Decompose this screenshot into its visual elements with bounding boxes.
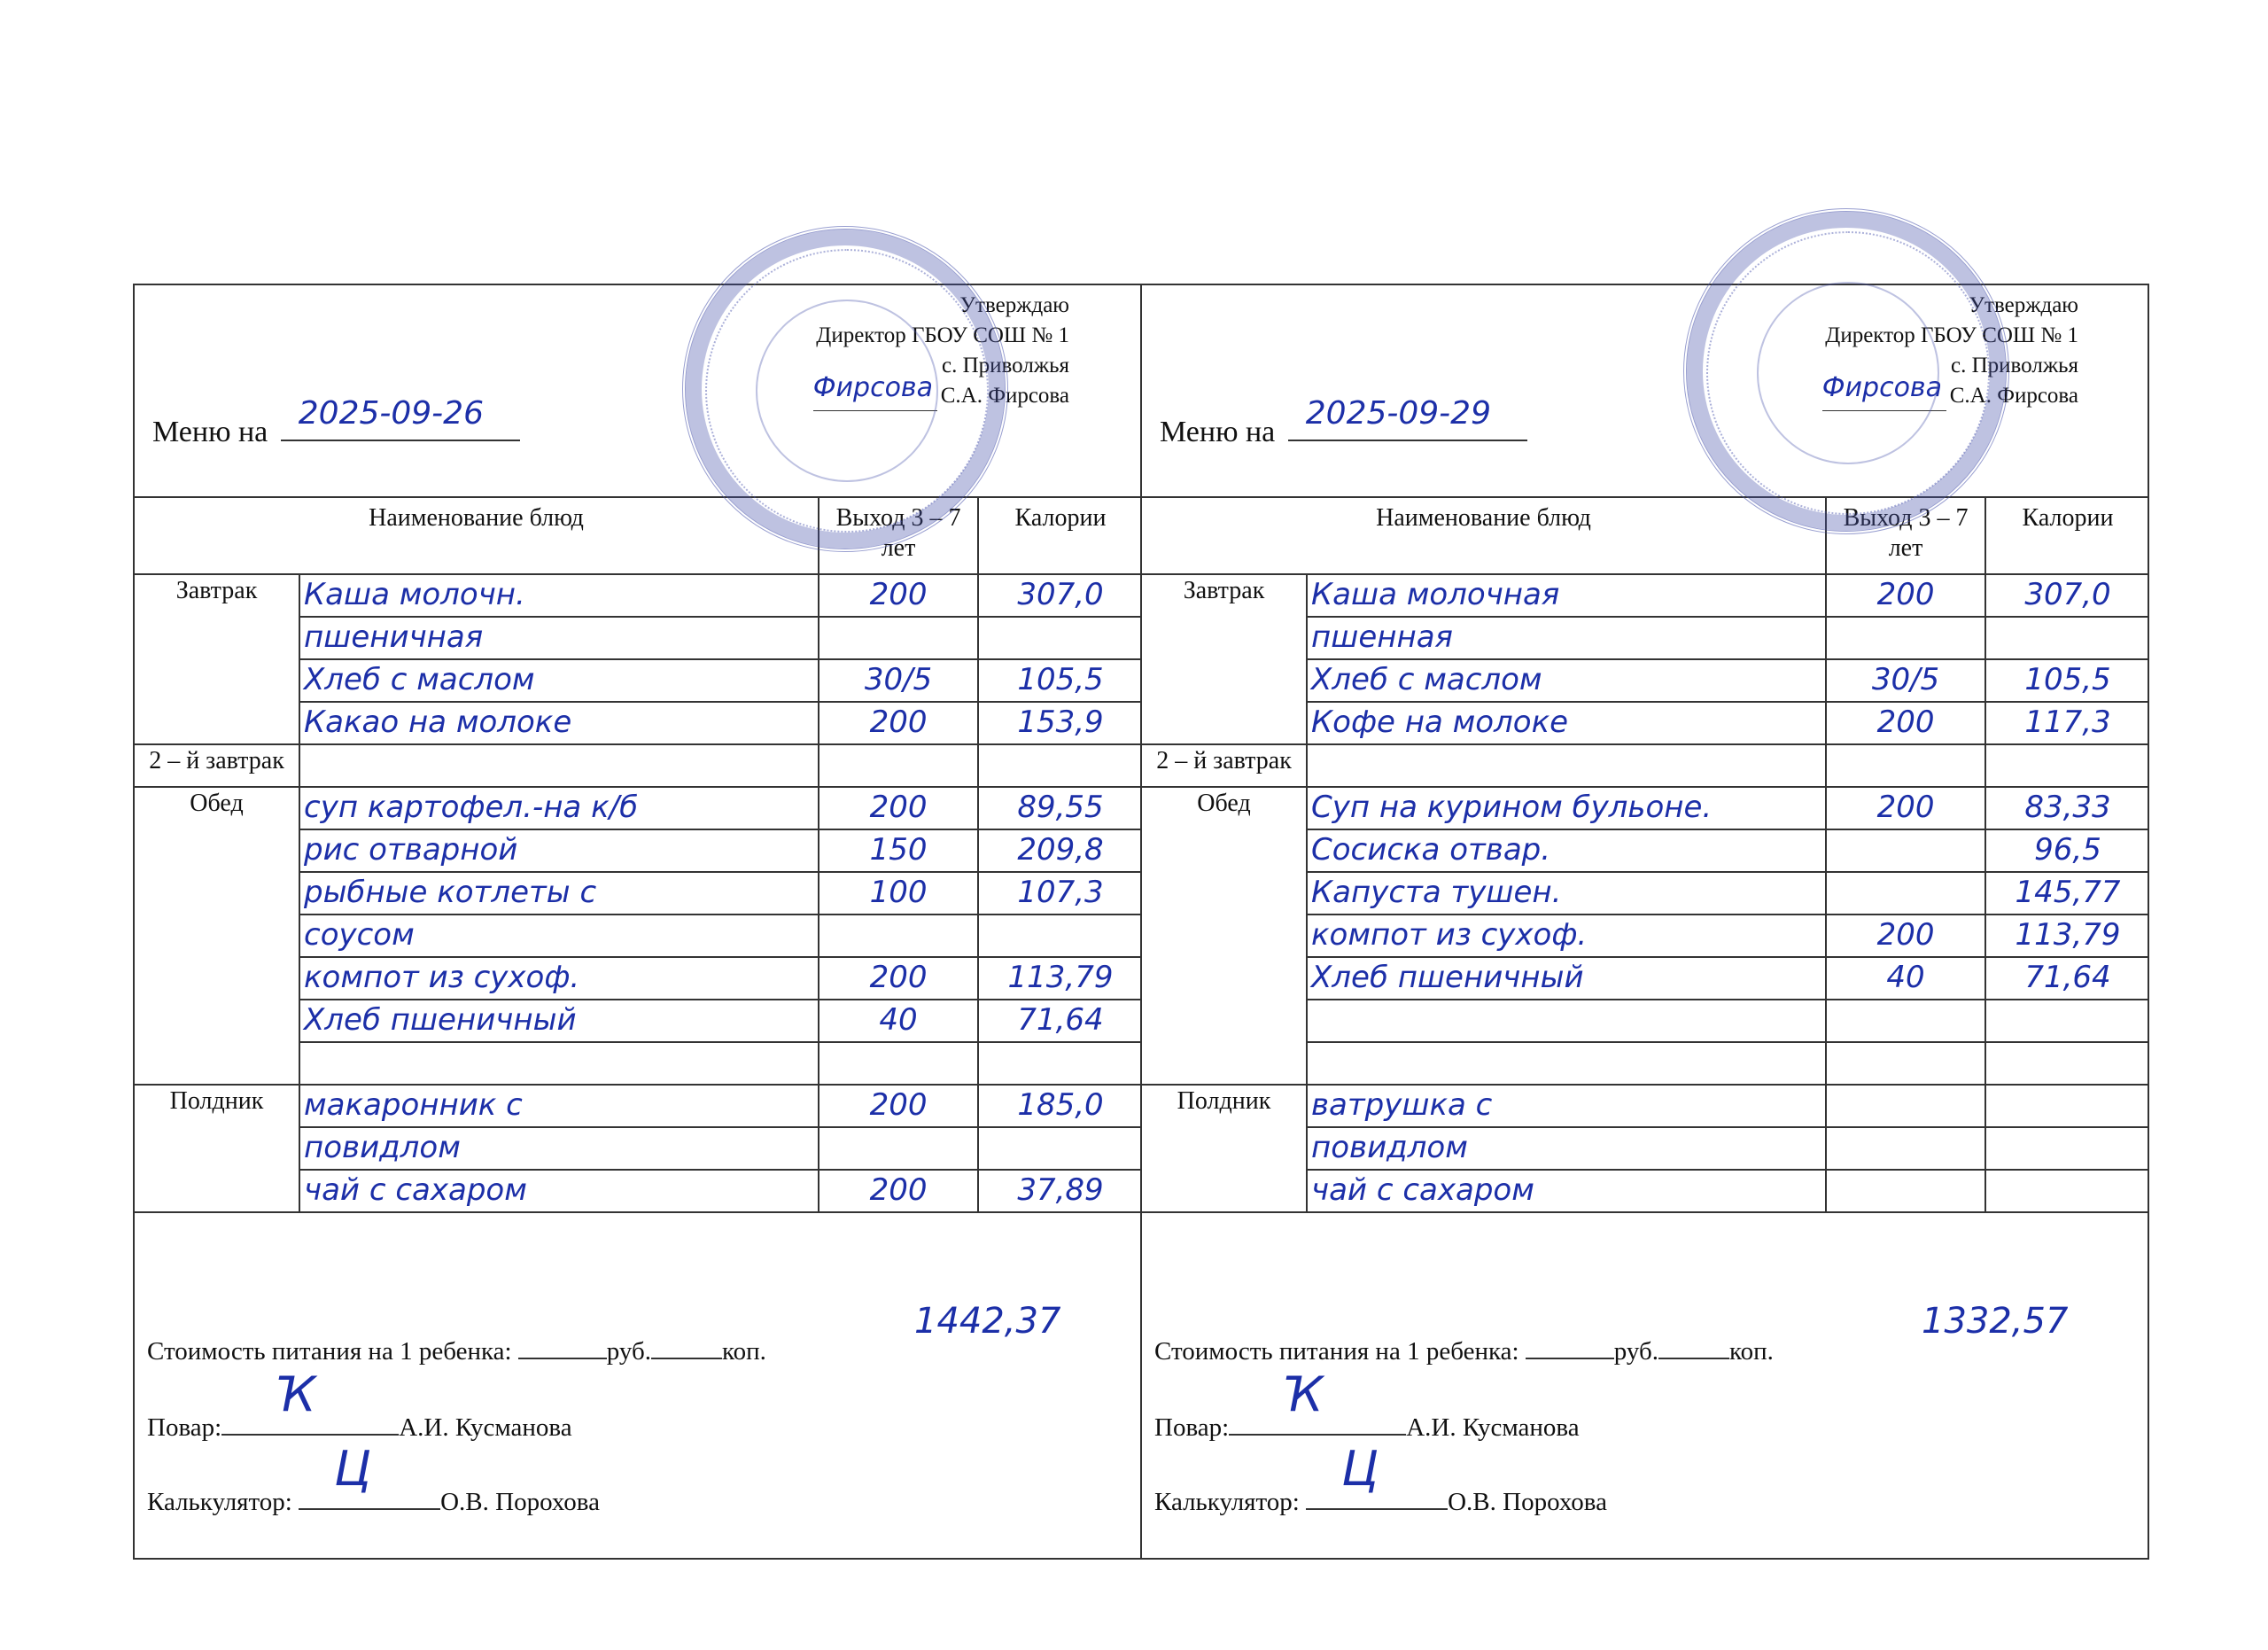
dish-calories: 107,3 (1017, 875, 1104, 910)
dish-yield-cell (1826, 659, 1985, 702)
menu-label: Меню на (1160, 416, 1276, 448)
menu-footer (1142, 1288, 2149, 1558)
dish-calories-cell (1985, 829, 2149, 872)
dish-yield: 200 (869, 960, 928, 995)
dish-name-cell (299, 1127, 819, 1170)
table-row (1142, 787, 2149, 829)
table-row (135, 787, 1142, 829)
dish-name-cell (1307, 659, 1826, 702)
dish-calories-cell (1985, 787, 2149, 829)
dish-name: пшеничная (304, 619, 484, 655)
calc-name: О.В. Порохова (1448, 1488, 1607, 1516)
dish-yield: 200 (869, 1172, 928, 1208)
meal-label: Полдник (1142, 1085, 1307, 1212)
menu-header (135, 285, 1140, 498)
cook-label: Повар: (1154, 1413, 1230, 1442)
dish-yield: 30/5 (1871, 662, 1940, 697)
dish-yield-cell (819, 957, 978, 1000)
menu-left (135, 285, 1142, 1558)
dish-yield-cell (819, 1000, 978, 1042)
meal-label: Полдник (135, 1085, 299, 1212)
cost-total: 1442,37 (914, 1301, 1061, 1342)
dish-yield-cell (819, 617, 978, 659)
dish-name-cell (299, 1170, 819, 1212)
header-calories: Калории (1985, 498, 2149, 574)
dish-calories-cell (1985, 915, 2149, 957)
dish-name-cell (299, 659, 819, 702)
calc-row (1154, 1441, 1607, 1517)
menu-rows (1142, 574, 2149, 1212)
dish-name: рис отварной (304, 832, 518, 868)
dish-calories-cell (978, 617, 1142, 659)
dish-yield: 200 (1876, 704, 1935, 740)
table-row (1142, 1085, 2149, 1127)
dish-calories: 113,79 (2015, 917, 2121, 953)
dish-calories-cell (978, 574, 1142, 617)
dish-calories-cell (978, 915, 1142, 957)
dish-name: Кофе на молоке (1311, 704, 1569, 740)
dish-calories: 113,79 (1007, 960, 1114, 995)
kop-label: коп. (1729, 1337, 1774, 1366)
dish-name: Каша молочная (1311, 577, 1560, 612)
dish-name: ватрушка с (1311, 1087, 1493, 1123)
approve-signature-row (812, 372, 1069, 411)
table-row (135, 1085, 1142, 1127)
dish-calories-cell (978, 957, 1142, 1000)
calc-signature: Ц (334, 1441, 372, 1497)
dish-calories: 145,77 (2015, 875, 2121, 910)
cook-signature: Ҡ (1282, 1366, 1324, 1422)
menu-sheet (133, 284, 2149, 1560)
dish-calories: 105,5 (2024, 662, 2111, 697)
dish-calories-cell (978, 702, 1142, 744)
cook-name: А.И. Кусманова (1406, 1413, 1580, 1442)
dish-calories-cell (1985, 1127, 2149, 1170)
dish-yield: 100 (869, 875, 928, 910)
dish-name: рыбные котлеты с (304, 875, 597, 910)
cook-row (147, 1366, 572, 1443)
dish-name-cell (299, 1042, 819, 1085)
approve-village: с. Приволжья (1951, 354, 2078, 377)
rub-label: руб. (1613, 1337, 1659, 1366)
dish-calories-cell (1985, 574, 2149, 617)
dish-name: Какао на молоке (304, 704, 572, 740)
dish-calories: 37,89 (1017, 1172, 1104, 1208)
dish-name-cell (299, 1000, 819, 1042)
menu-label: Меню на (152, 416, 268, 448)
dish-calories-cell (1985, 1085, 2149, 1127)
director-signature: Фирсова (1821, 372, 1942, 403)
cook-row (1154, 1366, 1580, 1443)
table-row (135, 744, 1142, 787)
menu-rows (135, 574, 1142, 1212)
dish-yield-cell (1826, 1042, 1985, 1085)
calc-label: Калькулятор: (1154, 1488, 1300, 1516)
header-yield: Выход 3 – 7 лет (819, 498, 978, 574)
dish-name-cell (1307, 1127, 1826, 1170)
cost-row (1154, 1335, 1774, 1366)
calc-signature: Ц (1341, 1441, 1379, 1497)
dish-yield-cell (819, 787, 978, 829)
dish-calories-cell (1985, 1042, 2149, 1085)
header-dish-name: Наименование блюд (1142, 498, 1826, 574)
director-signature-line (812, 372, 937, 411)
dish-calories: 307,0 (2024, 577, 2111, 612)
dish-calories: 209,8 (1017, 832, 1104, 868)
dish-yield-cell (1826, 829, 1985, 872)
dish-name: компот из сухоф. (304, 960, 580, 995)
menu-date: 2025-09-26 (298, 395, 484, 432)
dish-name: Хлеб пшеничный (304, 1002, 577, 1038)
dish-yield: 40 (879, 1002, 918, 1038)
dish-calories-cell (978, 659, 1142, 702)
meal-label: 2 – й завтрак (135, 744, 299, 787)
dish-name-cell (1307, 744, 1826, 787)
dish-calories: 71,64 (2024, 960, 2111, 995)
dish-name: повидлом (304, 1130, 461, 1165)
dish-calories-cell (978, 1000, 1142, 1042)
dish-calories: 307,0 (1017, 577, 1104, 612)
dish-calories: 105,5 (1017, 662, 1104, 697)
cost-label: Стоимость питания на 1 ребенка: (147, 1337, 512, 1366)
dish-name: Суп на курином бульоне. (1311, 790, 1713, 825)
dish-yield-cell (1826, 1000, 1985, 1042)
dish-yield: 200 (1876, 917, 1935, 953)
dish-name-cell (299, 787, 819, 829)
meal-label: 2 – й завтрак (1142, 744, 1307, 787)
dish-calories-cell (1985, 702, 2149, 744)
cook-signature: Ҡ (275, 1366, 316, 1422)
kop-label: коп. (722, 1337, 766, 1366)
dish-name-cell (299, 957, 819, 1000)
dish-calories-cell (978, 1042, 1142, 1085)
table-header-row (1142, 498, 2149, 574)
cost-total: 1332,57 (1922, 1301, 2069, 1342)
dish-calories: 153,9 (1017, 704, 1104, 740)
dish-name: суп картофел.-на к/б (304, 790, 639, 825)
dish-name-cell (299, 829, 819, 872)
cook-label: Повар: (147, 1413, 222, 1442)
dish-calories: 83,33 (2024, 790, 2111, 825)
dish-yield: 200 (1876, 577, 1935, 612)
dish-calories-cell (978, 744, 1142, 787)
table-row (135, 574, 1142, 617)
dish-calories-cell (978, 1085, 1142, 1127)
director-name: С.А. Фирсова (940, 384, 1069, 408)
rub-label: руб. (606, 1337, 652, 1366)
director-signature-line (1821, 372, 1946, 411)
menu-right (1142, 285, 2149, 1558)
dish-name-cell (1307, 829, 1826, 872)
dish-name: Капуста тушен. (1311, 875, 1562, 910)
dish-calories: 89,55 (1017, 790, 1104, 825)
approval-block (1822, 291, 2078, 411)
dish-yield-cell (1826, 1170, 1985, 1212)
dish-calories-cell (978, 1170, 1142, 1212)
dish-name-cell (1307, 787, 1826, 829)
dish-calories: 96,5 (2034, 832, 2101, 868)
meal-label: Завтрак (1142, 574, 1307, 744)
dish-calories-cell (978, 787, 1142, 829)
dish-name: пшенная (1311, 619, 1454, 655)
dish-name: Сосиска отвар. (1311, 832, 1551, 868)
dish-name: чай с сахаром (304, 1172, 527, 1208)
dish-yield: 150 (869, 832, 928, 868)
dish-name-cell (1307, 872, 1826, 915)
dish-yield-cell (819, 829, 978, 872)
dish-name-cell (299, 744, 819, 787)
dish-name-cell (1307, 702, 1826, 744)
dish-yield-cell (1826, 574, 1985, 617)
dish-name-cell (299, 702, 819, 744)
dish-name-cell (1307, 957, 1826, 1000)
header-yield: Выход 3 – 7 лет (1826, 498, 1985, 574)
approval-block (813, 291, 1069, 411)
dish-calories-cell (978, 872, 1142, 915)
dish-yield-cell (819, 659, 978, 702)
dish-yield-cell (819, 1085, 978, 1127)
dish-yield-cell (1826, 872, 1985, 915)
dish-yield-cell (1826, 1127, 1985, 1170)
dish-yield: 200 (869, 704, 928, 740)
menu-header (1142, 285, 2149, 498)
director-name: С.А. Фирсова (1949, 384, 2078, 408)
dish-calories: 117,3 (2024, 704, 2111, 740)
dish-calories-cell (1985, 872, 2149, 915)
dish-yield-cell (1826, 702, 1985, 744)
meal-label: Обед (1142, 787, 1307, 1085)
dish-yield-cell (1826, 915, 1985, 957)
menu-table (1142, 498, 2149, 1213)
approve-label: Утверждаю (959, 293, 1069, 317)
dish-yield-cell (1826, 957, 1985, 1000)
dish-yield: 200 (1876, 790, 1935, 825)
dish-name: Хлеб с маслом (304, 662, 535, 697)
menu-footer (135, 1288, 1140, 1558)
dish-yield-cell (1826, 787, 1985, 829)
dish-calories-cell (1985, 957, 2149, 1000)
dish-name: компот из сухоф. (1311, 917, 1588, 953)
dish-calories: 71,64 (1017, 1002, 1104, 1038)
dish-name: макаронник с (304, 1087, 523, 1123)
cost-row (147, 1335, 766, 1366)
dish-name: Хлеб с маслом (1311, 662, 1542, 697)
dish-yield-cell (819, 1127, 978, 1170)
menu-date-row (1160, 395, 1527, 449)
dish-yield-cell (819, 915, 978, 957)
dish-yield-cell (819, 872, 978, 915)
menu-date-line (281, 395, 520, 441)
dish-yield: 200 (869, 790, 928, 825)
dish-name-cell (299, 617, 819, 659)
dish-calories-cell (1985, 1170, 2149, 1212)
dish-name-cell (299, 872, 819, 915)
dish-yield-cell (1826, 1085, 1985, 1127)
calc-label: Калькулятор: (147, 1488, 292, 1516)
cost-label: Стоимость питания на 1 ребенка: (1154, 1337, 1519, 1366)
director-signature: Фирсова (812, 372, 933, 403)
table-header-row (135, 498, 1142, 574)
dish-name-cell (1307, 617, 1826, 659)
dish-yield-cell (819, 574, 978, 617)
dish-calories-cell (1985, 659, 2149, 702)
table-row (1142, 574, 2149, 617)
dish-calories-cell (978, 1127, 1142, 1170)
dish-yield-cell (1826, 617, 1985, 659)
dish-name: Хлеб пшеничный (1311, 960, 1584, 995)
dish-name-cell (1307, 1042, 1826, 1085)
dish-yield-cell (819, 744, 978, 787)
calc-row (147, 1441, 600, 1517)
dish-name: соусом (304, 917, 415, 953)
meal-label: Обед (135, 787, 299, 1085)
dish-yield-cell (1826, 744, 1985, 787)
approve-village: с. Приволжья (942, 354, 1069, 377)
dish-name-cell (1307, 915, 1826, 957)
dish-name: Каша молочн. (304, 577, 525, 612)
approve-position: Директор ГБОУ СОШ № 1 (816, 323, 1069, 347)
menu-date-line (1288, 395, 1527, 441)
dish-yield: 200 (869, 1087, 928, 1123)
dish-yield: 40 (1886, 960, 1925, 995)
cook-name: А.И. Кусманова (399, 1413, 572, 1442)
table-row (1142, 744, 2149, 787)
header-dish-name: Наименование блюд (135, 498, 819, 574)
dish-calories: 185,0 (1017, 1087, 1104, 1123)
header-calories: Калории (978, 498, 1142, 574)
meal-label: Завтрак (135, 574, 299, 744)
dish-yield-cell (819, 702, 978, 744)
dish-name: чай с сахаром (1311, 1172, 1534, 1208)
dish-name-cell (1307, 574, 1826, 617)
approve-label: Утверждаю (1969, 293, 2078, 317)
menu-table (135, 498, 1142, 1213)
dish-calories-cell (1985, 1000, 2149, 1042)
dish-yield: 30/5 (864, 662, 933, 697)
dish-calories-cell (1985, 744, 2149, 787)
dish-name: повидлом (1311, 1130, 1468, 1165)
dish-calories-cell (978, 829, 1142, 872)
dish-calories-cell (1985, 617, 2149, 659)
dish-yield-cell (819, 1042, 978, 1085)
menu-date-row (152, 395, 520, 449)
dish-name-cell (1307, 1170, 1826, 1212)
dish-name-cell (299, 574, 819, 617)
dish-name-cell (1307, 1085, 1826, 1127)
dish-name-cell (299, 1085, 819, 1127)
dish-yield-cell (819, 1170, 978, 1212)
approve-position: Директор ГБОУ СОШ № 1 (1825, 323, 2078, 347)
dish-yield: 200 (869, 577, 928, 612)
calc-name: О.В. Порохова (440, 1488, 600, 1516)
menu-date: 2025-09-29 (1305, 395, 1491, 432)
approve-signature-row (1821, 372, 2078, 411)
dish-name-cell (1307, 1000, 1826, 1042)
dish-name-cell (299, 915, 819, 957)
